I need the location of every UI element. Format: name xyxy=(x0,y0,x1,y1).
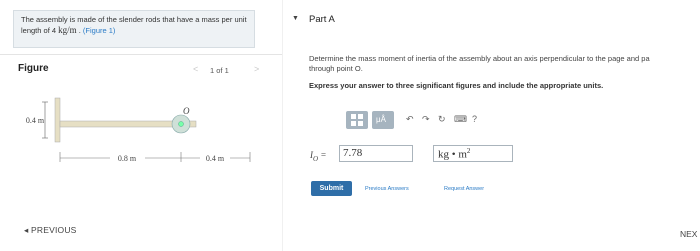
problem-statement xyxy=(13,10,255,48)
template-icon[interactable] xyxy=(346,111,368,129)
panel-divider xyxy=(282,0,283,251)
dim-label-04-horizontal: 0.4 m xyxy=(205,154,225,163)
figure-pager: 1 of 1 xyxy=(210,66,229,75)
answer-label-eq: = xyxy=(318,150,327,160)
question-line-2: through point O. xyxy=(309,64,363,73)
dim-label-04-vertical: 0.4 m xyxy=(25,116,45,125)
instruction-text: Express your answer to three significant figures and include the appropriate units. xyxy=(309,81,604,90)
previous-button[interactable]: ◂ PREVIOUS xyxy=(24,225,77,235)
units-symbol-icon[interactable] xyxy=(372,111,394,129)
undo-icon[interactable]: ↶ xyxy=(406,114,414,124)
next-button[interactable]: NEX xyxy=(680,229,698,239)
keyboard-icon[interactable]: ⌨ xyxy=(454,114,467,124)
collapse-caret-icon[interactable]: ▼ xyxy=(292,15,299,22)
dim-label-08: 0.8 m xyxy=(117,154,137,163)
figure-prev-arrow[interactable]: < xyxy=(193,64,199,74)
problem-text-after: . xyxy=(76,26,83,35)
submit-button[interactable]: Submit xyxy=(311,181,352,196)
unit-text: kg • m xyxy=(438,148,467,161)
problem-unit: kg/m xyxy=(58,25,77,35)
divider xyxy=(0,54,282,55)
answer-label-sub: O xyxy=(313,154,319,163)
answer-value-input[interactable]: 7.78 xyxy=(339,145,413,162)
figure-title: Figure xyxy=(18,63,49,74)
redo-icon[interactable]: ↷ xyxy=(422,114,430,124)
question-line-1: Determine the mass moment of inertia of the assembly about an axis perpendicular to the page and pa xyxy=(309,54,650,63)
figure-link[interactable]: (Figure 1) xyxy=(82,26,116,35)
unit-sup: 2 xyxy=(466,147,471,155)
previous-answers-link[interactable]: Previous Answers xyxy=(365,186,409,192)
figure-next-arrow[interactable]: > xyxy=(254,64,260,74)
reset-icon[interactable]: ↻ xyxy=(438,114,446,124)
assembly-figure xyxy=(0,80,282,190)
answer-label-i: I xyxy=(310,150,313,160)
point-o-label: O xyxy=(183,106,190,116)
answer-label xyxy=(310,150,326,163)
answer-unit-input[interactable] xyxy=(433,145,513,162)
question-text xyxy=(309,54,700,74)
request-answer-link[interactable]: Request Answer xyxy=(444,186,485,192)
pivot-point xyxy=(179,122,184,127)
problem-text-before: The assembly is made of the slender rods that have a mass per unit length of 4 xyxy=(21,15,247,35)
help-icon[interactable]: ? xyxy=(472,114,478,124)
units-symbol-label: μÅ xyxy=(376,115,386,124)
part-title: Part A xyxy=(309,14,335,25)
vertical-rod xyxy=(55,98,60,142)
